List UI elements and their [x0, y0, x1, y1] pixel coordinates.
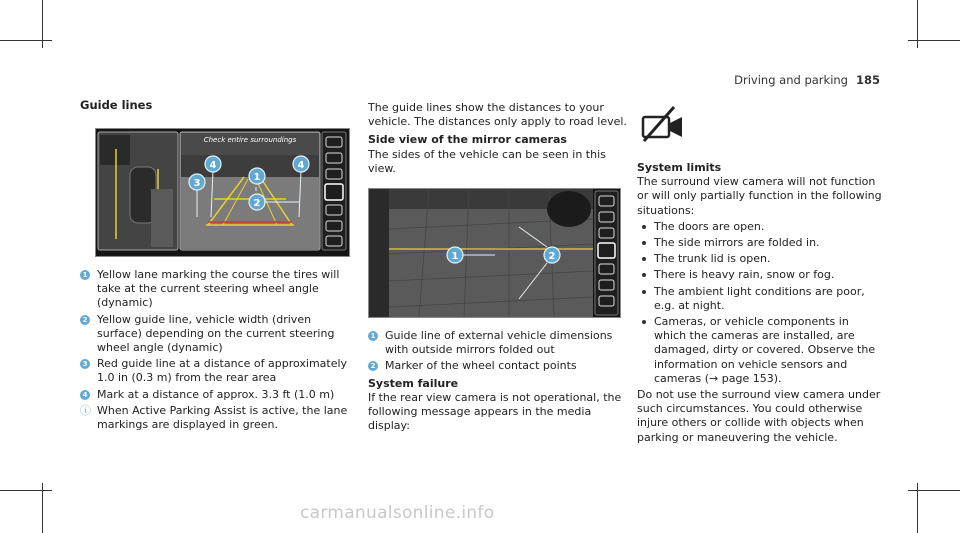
list-item: The ambient light conditions are poor, e.g. at night.: [637, 285, 882, 313]
list-item: The side mirrors are folded in.: [637, 236, 882, 250]
list-item: The trunk lid is open.: [637, 252, 882, 266]
info-icon: ⓘ: [80, 403, 91, 417]
crop-mark: [908, 40, 960, 41]
callout-4b: [293, 156, 309, 172]
legend-item: 3 Red guide line at a distance of approximately 1.0 in (0.3 m) from the rear area: [80, 357, 348, 385]
callout-3: [189, 174, 205, 190]
section-title: Driving and parking: [734, 73, 848, 87]
legend-item: 1 Guide line of external vehicle dimensions with outside mirrors folded out: [368, 329, 630, 357]
watermark: carmanualsonline.info: [300, 503, 495, 523]
legend-item: 4 Mark at a distance of approx. 3.3 ft (1.0 m): [80, 388, 348, 402]
svg-text:3: 3: [193, 178, 201, 189]
system-failure-text: If the rear view camera is not operational, the following message appears in the media display:: [368, 390, 622, 433]
svg-text:1: 1: [451, 251, 459, 262]
legend-item: 2 Yellow guide line, vehicle width (driven surface) depending on the current steering wheel angle (dynamic): [80, 313, 348, 356]
system-limits-heading: System limits: [637, 161, 722, 174]
column-mirror-cameras: [368, 101, 630, 178]
mirror-camera-legend: [368, 329, 630, 435]
screen-caption: Check entire surroundings: [203, 136, 297, 144]
warning-text: Do not use the surround view camera under such circumstances. You could otherwise injure others or collide with objects when parking or maneuvering the vehicle.: [637, 388, 881, 444]
system-failure-heading: System failure: [368, 376, 459, 390]
mirror-camera-image: [369, 189, 620, 317]
column-system-limits: [637, 161, 882, 447]
camera-off-icon: [640, 103, 688, 145]
guide-lines-legend: [80, 268, 348, 434]
svg-text:1: 1: [253, 172, 261, 183]
mirror-cameras-heading: Side view of the mirror cameras: [368, 133, 567, 147]
mirror-cameras-text: The sides of the vehicle can be seen in this view.: [368, 147, 606, 175]
guide-lines-heading: Guide lines: [80, 98, 153, 112]
svg-text:2: 2: [548, 251, 556, 262]
crop-mark: [0, 40, 52, 41]
list-item: Cameras, or vehicle components in which the cameras are installed, are damaged, dirty or covered. Observe the information on vehicle sensors and cameras (→ page 153).: [637, 315, 882, 386]
mirror-camera-screenshot: [368, 188, 621, 318]
callout-1: [447, 247, 463, 263]
system-limits-intro: The surround view camera will not function or will only partially function in the following situations:: [637, 175, 882, 217]
svg-text:4: 4: [209, 160, 217, 171]
svg-text:4: 4: [297, 160, 305, 171]
legend-item: 1 Yellow lane marking the course the tires will take at the current steering wheel angle (dynamic): [80, 268, 348, 311]
list-item: The doors are open.: [637, 220, 882, 234]
legend-item: 2 Marker of the wheel contact points: [368, 359, 630, 373]
surround-view-screenshot: [95, 128, 350, 257]
surround-view-image: [96, 129, 349, 256]
guide-lines-intro: The guide lines show the distances to your vehicle. The distances only apply to road level.: [368, 101, 627, 129]
crop-mark: [0, 490, 52, 491]
list-item: There is heavy rain, snow or fog.: [637, 268, 882, 282]
page-number: 185: [855, 73, 880, 87]
column-guide-lines: [80, 98, 348, 120]
running-header: [734, 73, 880, 87]
callout-2: [544, 247, 560, 263]
info-note: ⓘ When Active Parking Assist is active, the lane markings are displayed in green.: [80, 403, 348, 432]
callout-1: [249, 168, 265, 184]
svg-text:2: 2: [253, 198, 261, 209]
callout-2: [249, 194, 265, 210]
crop-mark: [908, 490, 960, 491]
callout-4a: [205, 156, 221, 172]
